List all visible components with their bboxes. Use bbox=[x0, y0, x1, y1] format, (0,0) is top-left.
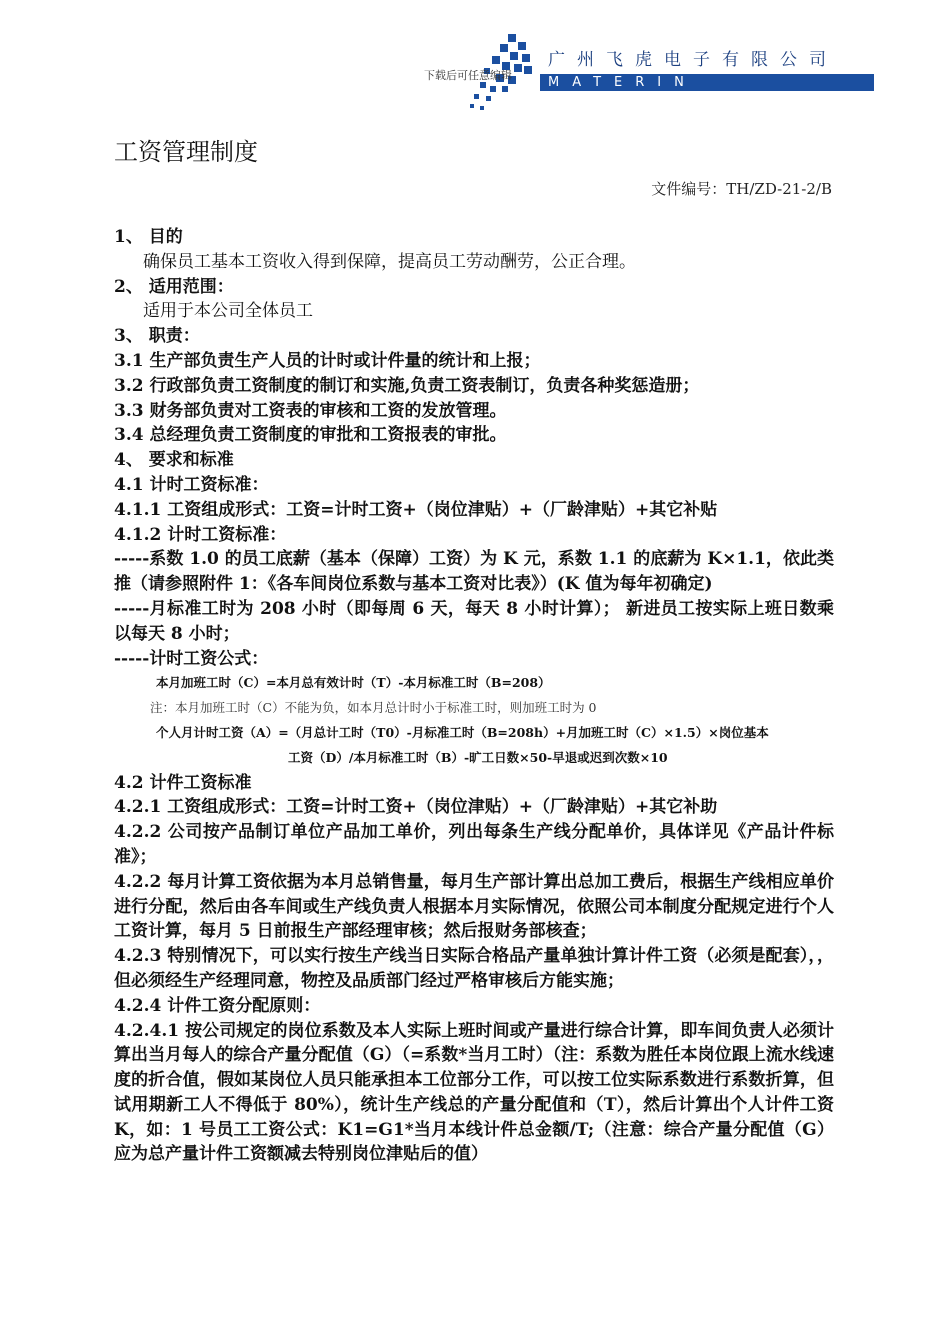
section-3-heading: 3、 职责： bbox=[114, 326, 200, 347]
section-4-1-2-formula-heading: -----计时工资公式： bbox=[114, 648, 269, 669]
formula-note: 注：本月加班工时（C）不能为负，如本月总计时小于标准工时，则加班工时为 0 bbox=[150, 700, 597, 716]
section-2-heading: 2、 适用范围： bbox=[114, 276, 234, 297]
section-4-heading: 4、 要求和标准 bbox=[114, 450, 234, 471]
section-1-heading: 1、 目的 bbox=[114, 227, 183, 247]
section-4-1-2-standard-hours: -----月标准工时为 208 小时（即每周 6 天，每天 8 小时计算）； 新进员工按实际上班日数乘以每天 8 小时； bbox=[114, 598, 834, 644]
section-1-body: 确保员工基本工资收入得到保障，提高员工劳动酬劳，公正合理。 bbox=[143, 251, 636, 272]
section-4-2-4-1: 4.2.4.1 按公司规定的岗位系数及本人实际上班时间或产量进行综合计算，即车间负责人必须计算出当月每人的综合产量分配值（G）（=系数*当月工时）（注：系数为胜任本岗位跟上流水线速度的折合值，假如某岗位人员只能承担本工位部分工作，可以按工位实际系数进行系数折算，但试用期新工人不得低于 80%），统计生产线总的产量分配值和（T），然后计算出个人计件工资 K，如：1 号员工工资公式：K1=G1*当月本线计件总金额/T;（注意：综合产量分配值（G）应为总产量计件工资额减去特别岗位津贴后的值） bbox=[114, 1020, 834, 1165]
formula-overtime: 本月加班工时（C）=本月总有效计时（T）-本月标准工时（B=208） bbox=[156, 675, 551, 691]
section-2-body: 适用于本公司全体员工 bbox=[143, 301, 313, 322]
document-body bbox=[114, 225, 834, 1167]
section-4-1: 4.1 计时工资标准： bbox=[114, 474, 269, 495]
section-4-2-4: 4.2.4 计件工资分配原则： bbox=[114, 995, 321, 1016]
brand-name: MATERIN bbox=[548, 75, 697, 90]
section-4-1-2: 4.1.2 计时工资标准： bbox=[114, 524, 287, 545]
document-title: 工资管理制度 bbox=[114, 138, 258, 166]
section-4-1-1: 4.1.1 工资组成形式：工资=计时工资+（岗位津贴）+（厂龄津贴）+其它补贴 bbox=[114, 499, 718, 520]
formula-monthly-wage-cont: 工资（D）/本月标准工时（B）-旷工日数×50-早退或迟到次数×10 bbox=[288, 749, 668, 765]
formula-monthly-wage: 个人月计时工资（A）=（月总计工时（T0）-月标准工时（B=208h）+月加班工时（C）×1.5）×岗位基本 bbox=[156, 724, 769, 740]
section-4-2-3: 4.2.3 特别情况下，可以实行按生产线当日实际合格品产量单独计算计件工资（必须是配套），，但必须经生产经理同意，物控及品质部门经过严格审核后方能实施； bbox=[114, 946, 834, 991]
company-name: 广州飞虎电子有限公司 bbox=[548, 50, 838, 70]
section-3-2: 3.2 行政部负责工资制度的制订和实施,负责工资表制订，负责各种奖惩造册； bbox=[114, 375, 700, 396]
section-3-3: 3.3 财务部负责对工资表的审核和工资的发放管理。 bbox=[114, 400, 507, 421]
section-4-2-2a: 4.2.2 公司按产品制订单位产品加工单价，列出每条生产线分配单价，具体详见《产品计件标准》； bbox=[114, 822, 834, 867]
section-4-2-2b: 4.2.2 每月计算工资依据为本月总销售量，每月生产部计算出总加工费后，根据生产线相应单价进行分配，然后由各车间或生产线负责人根据本月实际情况，依照公司本制度分配规定进行个人工资计算，每月 5 日前报生产部经理审核；然后报财务部核查； bbox=[114, 871, 834, 942]
section-4-2: 4.2 计件工资标准 bbox=[114, 772, 252, 793]
document-number: 文件编号：TH/ZD-21-2/B bbox=[651, 180, 832, 198]
section-4-1-2-base-salary: -----系数 1.0 的员工底薪（基本（保障）工资）为 K 元，系数 1.1 的底薪为 K×1.1，依此类推（请参照附件 1：《各车间岗位系数与基本工资对比表》）(K 值为每年初确定) bbox=[114, 549, 834, 595]
section-3-1: 3.1 生产部负责生产人员的计时或计件量的统计和上报； bbox=[114, 350, 541, 371]
section-4-2-1: 4.2.1 工资组成形式：工资=计时工资+（岗位津贴）+（厂龄津贴）+其它补助 bbox=[114, 797, 718, 818]
section-3-4: 3.4 总经理负责工资制度的审批和工资报表的审批。 bbox=[114, 425, 507, 446]
download-note: 下载后可任意编辑 bbox=[424, 69, 512, 82]
